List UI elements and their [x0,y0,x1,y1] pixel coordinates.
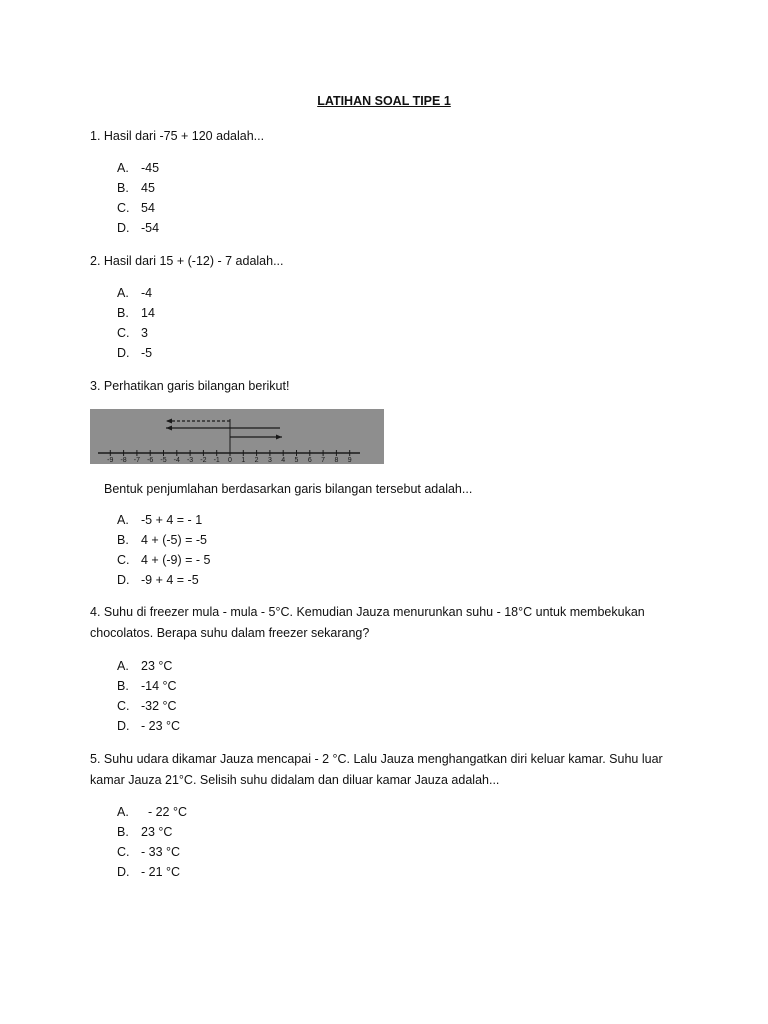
tick-label: -1 [213,457,220,464]
option-1a: A. -45 [117,161,160,175]
option-3d: D. -9 + 4 = -5 [117,573,199,587]
question-3-instruction: Bentuk penjumlahan berdasarkan garis bilangan tersebut adalah... [104,482,473,496]
tick-label: -8 [120,457,127,464]
tick-label: -9 [107,457,114,464]
option-3b: B. 4 + (-5) = -5 [117,533,207,547]
solid-left-arrow-head [166,426,172,431]
question-4-options [117,656,180,736]
option-2b: B. 14 [117,306,155,320]
option-5b: B. 23 °C [117,825,173,839]
option-1d: D. -54 [117,221,160,235]
option-2a: A. -4 [117,286,153,300]
question-3-options [117,510,210,590]
tick-label: 4 [281,457,286,464]
option-5d: D. - 21 °C [117,865,181,879]
option-1c: C. 54 [117,201,155,215]
question-1-options [117,158,159,238]
tick-label: 2 [254,457,259,464]
number-line-image [90,409,384,464]
option-5c: C. - 33 °C [117,845,181,859]
question-3: 3. Perhatikan garis bilangan berikut! [90,379,290,393]
option-1b: B. 45 [117,181,155,195]
tick-label: -4 [173,457,180,464]
question-4-line-2: chocolatos. Berapa suhu dalam freezer sekarang? [90,626,370,640]
option-2d: D. -5 [117,346,153,360]
option-2c: C. 3 [117,326,148,340]
option-4d: D. - 23 °C [117,719,181,733]
page-title: LATIHAN SOAL TIPE 1 [317,94,451,108]
tick-label: -3 [186,457,194,464]
option-4b: B. -14 °C [117,679,177,693]
tick-label: 1 [241,457,246,464]
number-line-figure [90,409,384,464]
question-2: 2. Hasil dari 15 + (-12) - 7 adalah... [90,254,284,268]
option-4a: A. 23 °C [117,659,173,673]
question-2-options [117,283,155,363]
tick-label: 9 [347,457,352,464]
option-3c: C. 4 + (-9) = - 5 [117,553,211,567]
question-1: 1. Hasil dari -75 + 120 adalah... [90,129,265,143]
tick-label: -6 [147,457,154,464]
tick-label: -5 [160,457,167,464]
tick-label: -7 [133,457,141,464]
option-5a: A. - 22 °C [117,805,187,819]
tick-label: 8 [334,457,339,464]
tick-label: 3 [267,457,272,464]
option-4c: C. -32 °C [117,699,177,713]
number-line-ticks [107,450,352,464]
tick-label: 6 [307,457,312,464]
question-5-options [117,802,187,882]
question-5-line-1: 5. Suhu udara dikamar Jauza mencapai - 2 °C. Lalu Jauza menghangatkan diri keluar kamar. Suhu luar [90,752,663,766]
tick-label: 5 [294,457,299,464]
tick-label: 0 [228,457,232,464]
solid-right-arrow-head [276,435,282,440]
tick-label: 7 [321,457,326,464]
question-5-line-2: kamar Jauza 21°C. Selisih suhu didalam dan diluar kamar Jauza adalah... [90,773,500,787]
dashed-arrow-head [166,419,172,424]
option-3a: A. -5 + 4 = - 1 [117,513,203,527]
tick-label: -2 [200,457,207,464]
question-4-line-1: 4. Suhu di freezer mula - mula - 5°C. Kemudian Jauza menurunkan suhu - 18°C untuk membekukan [90,605,645,619]
